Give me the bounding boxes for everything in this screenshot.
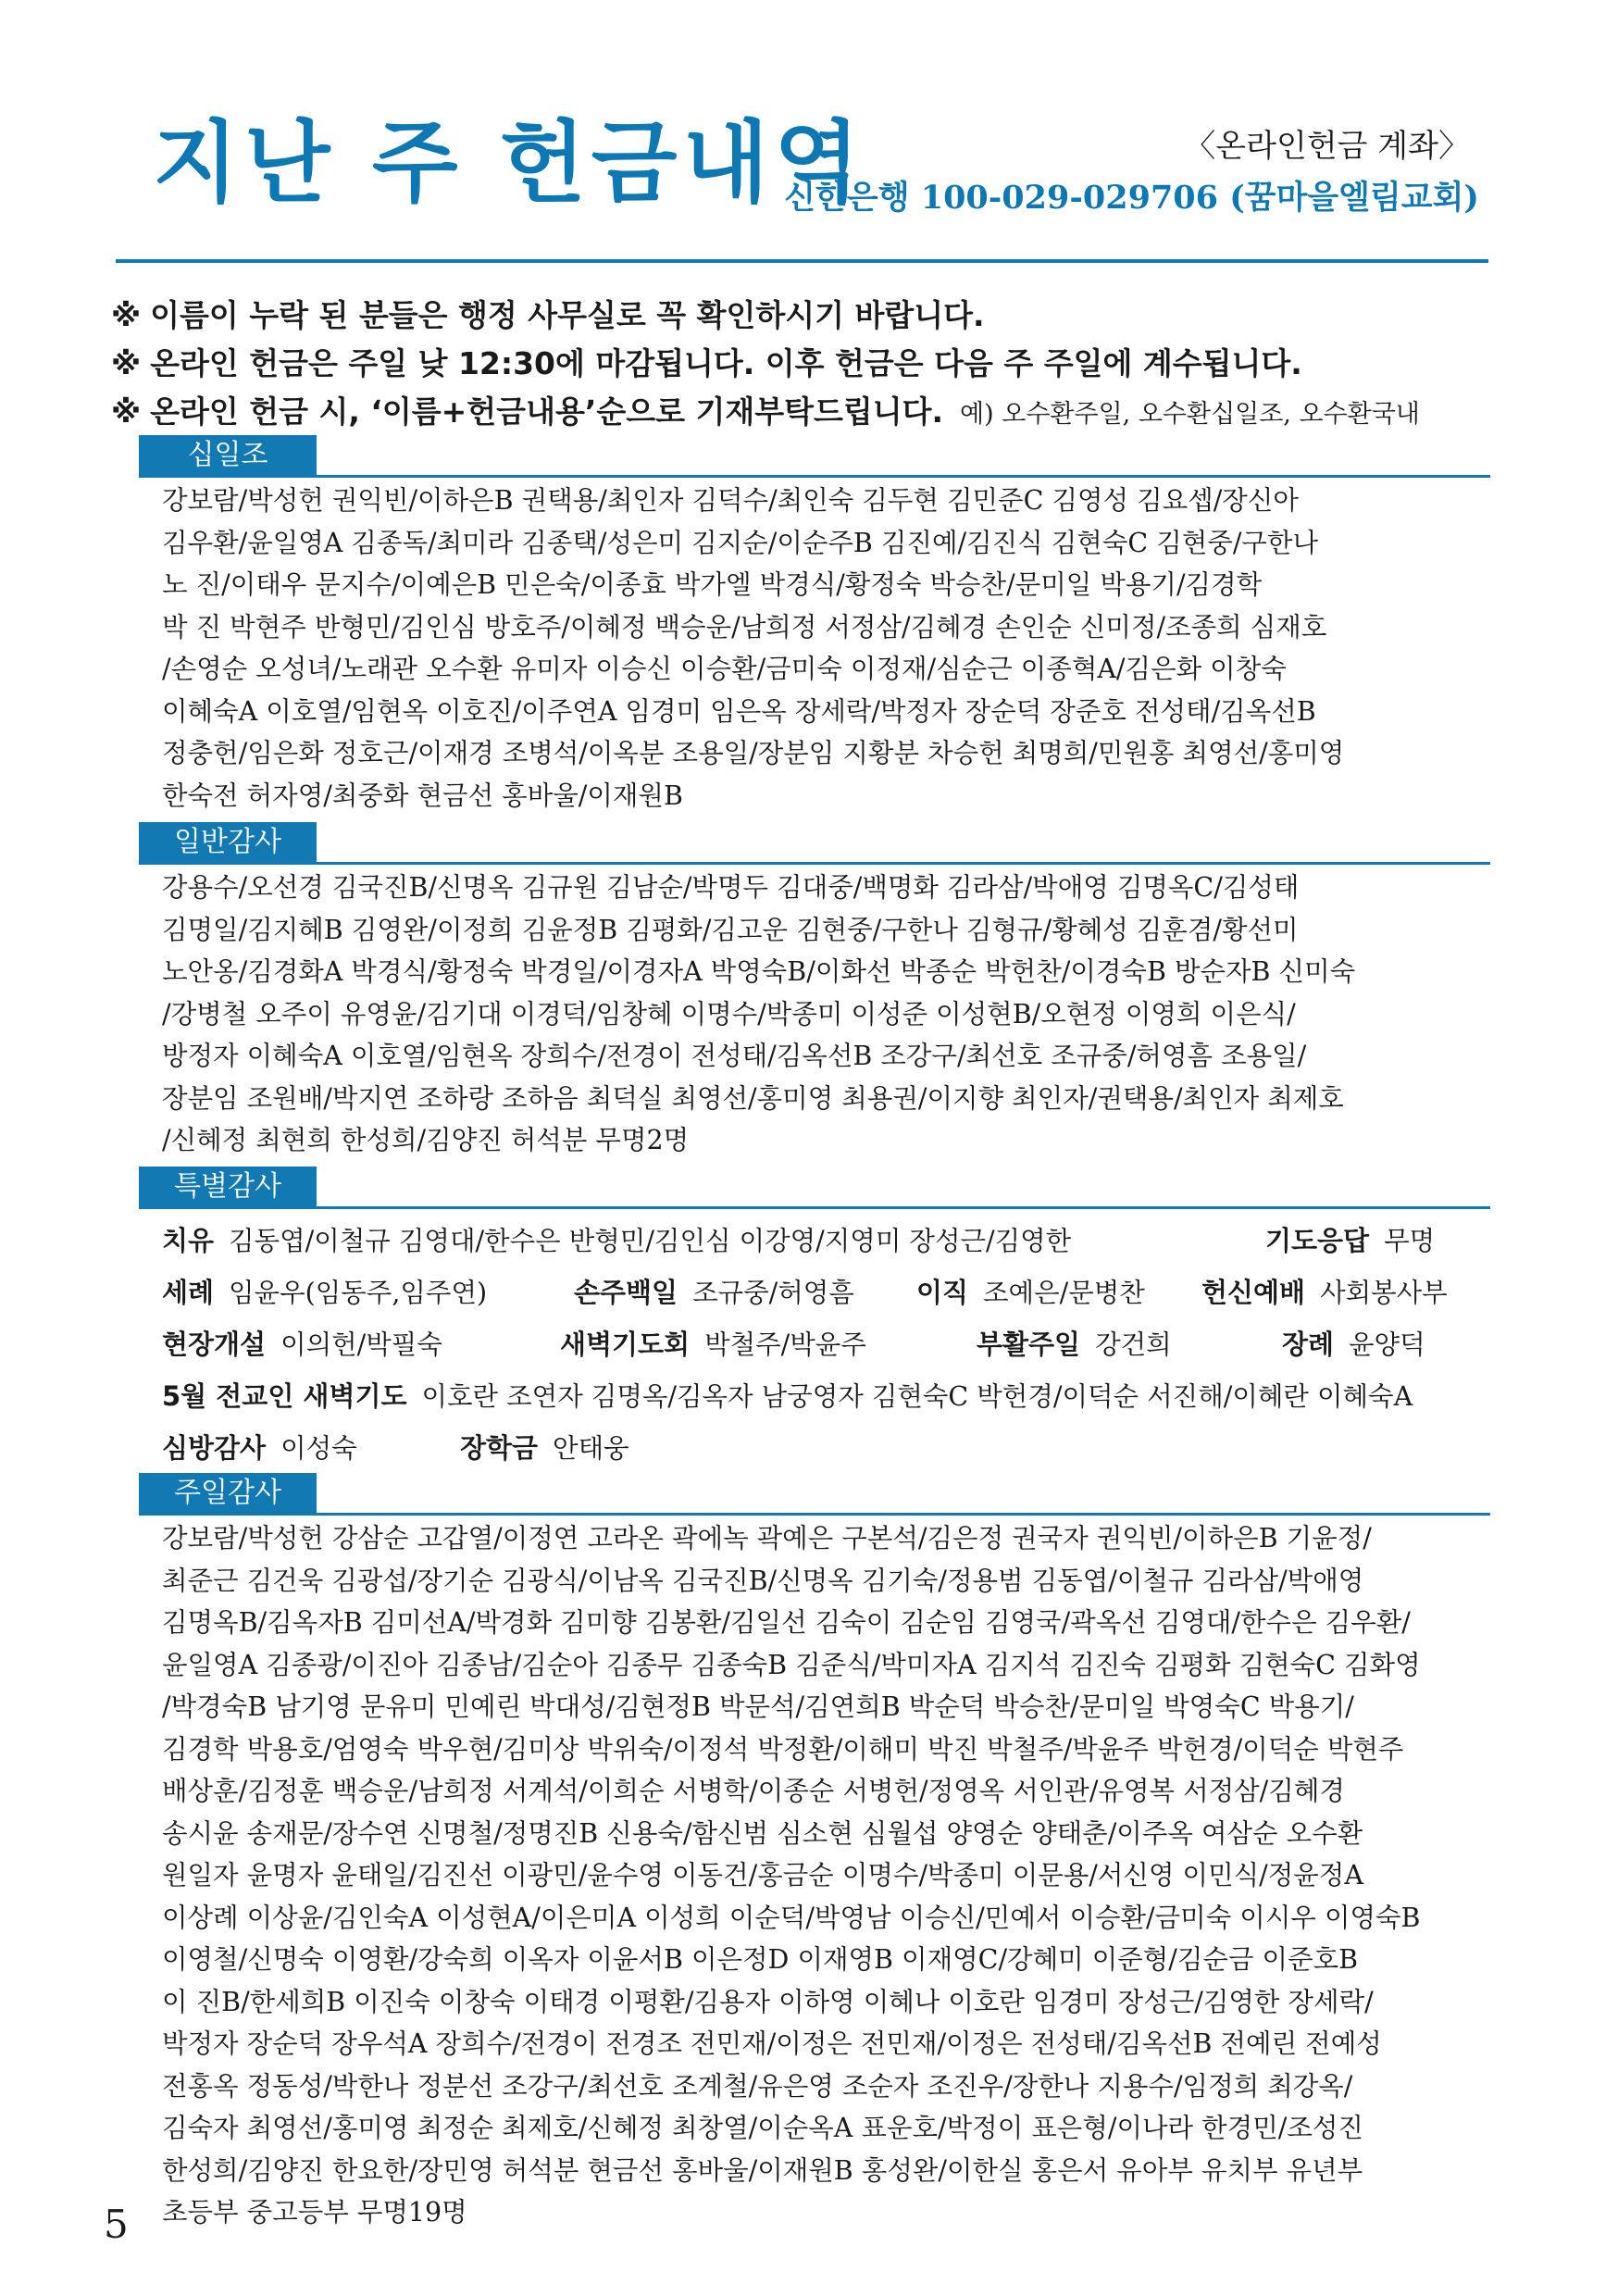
notice-text: 온라인 헌금은 주일 낮 12:30에 마감됩니다. 이후 헌금은 다음 주 주일에 계수됩니다. <box>150 345 1302 381</box>
section-tab-general-thanks: 일반감사 <box>139 822 317 863</box>
special-thanks-table <box>139 1209 1490 1472</box>
special-thanks-section <box>139 1167 1490 1472</box>
name-line: 송시윤 송재문/장수연 신명철/정명진B 신용숙/함신범 심소현 심월섭 양영순 양태춘/이주옥 여삼순 오수환 <box>162 1817 1363 1849</box>
reference-mark: ※ <box>111 393 142 430</box>
page-number: 5 <box>104 2202 129 2247</box>
special-item <box>1265 1220 1435 1258</box>
page-title: 지난 주 헌금내역 <box>153 111 865 215</box>
special-category: 헌신예배 <box>1201 1277 1306 1308</box>
section-tab-special-thanks: 특별감사 <box>139 1167 317 1207</box>
name-line: /박경숙B 남기영 문유미 민예린 박대성/김현정B 박문석/김연희B 박순덕 박승찬/문미일 박영숙C 박용기/ <box>162 1691 1354 1722</box>
special-category: 이직 <box>916 1277 969 1308</box>
notice-line <box>111 292 1490 340</box>
special-names: 조규중/허영흠 <box>692 1278 854 1308</box>
special-names: 임윤우(임동주,임주연) <box>229 1278 488 1308</box>
special-names: 이의헌/박필숙 <box>280 1329 442 1360</box>
notice-example: 예) 오수환주일, 오수환십일조, 오수환국내 <box>960 400 1420 429</box>
name-line: 강보람/박성헌 권익빈/이하은B 권택용/최인자 김덕수/최인숙 김두현 김민준C 김영성 김요셉/장신아 <box>162 485 1299 516</box>
special-names: 사회봉사부 <box>1320 1278 1448 1308</box>
special-row <box>162 1265 1490 1316</box>
section-tab-tithe: 십일조 <box>139 435 317 476</box>
name-line: 이영철/신명숙 이영환/강숙희 이옥자 이윤서B 이은정D 이재영B 이재영C/강혜미 이준형/김순금 이준호B <box>162 1944 1359 1975</box>
sunday-thanks-section <box>139 1473 1490 2234</box>
special-item <box>560 1324 866 1362</box>
special-item <box>1282 1324 1425 1362</box>
notice-text: 온라인 헌금 시, ‘이름+헌금내용’순으로 기재부탁드립니다. <box>150 393 944 430</box>
name-line: 김우환/윤일영A 김종독/최미라 김종택/성은미 김지순/이순주B 김진예/김진식 김현숙C 김현중/구한나 <box>162 527 1319 558</box>
special-names: 강건희 <box>1095 1329 1172 1360</box>
name-line: /손영순 오성녀/노래관 오수환 유미자 이승신 이승환/금미숙 이정재/심순근 이종혁A/김은화 이창숙 <box>162 654 1287 684</box>
special-names: 이호란 조연자 김명옥/김옥자 남궁영자 김현숙C 박헌경/이덕순 서진해/이혜란 이혜숙A <box>421 1381 1413 1412</box>
reference-mark: ※ <box>111 297 142 333</box>
section-rule <box>139 475 1490 478</box>
name-line: 최준근 김건욱 김광섭/장기순 김광식/이남옥 김국진B/신명옥 김기숙/정용범 김동엽/이철규 김라삼/박애영 <box>162 1565 1364 1596</box>
section-rule <box>139 1513 1490 1516</box>
notices <box>111 292 1490 439</box>
special-category: 세례 <box>162 1277 215 1308</box>
special-category: 장학금 <box>460 1432 539 1464</box>
name-line: 강보람/박성헌 강삼순 고갑열/이정연 고라온 곽에녹 곽예은 구본석/김은정 권국자 권익빈/이하은B 기윤정/ <box>162 1523 1372 1554</box>
special-row <box>162 1420 1490 1472</box>
tithe-names <box>139 478 1490 817</box>
name-line: 한성희/김양진 한요한/장민영 허석분 현금선 홍바울/이재원B 홍성완/이한실 홍은서 유아부 유치부 유년부 <box>162 2154 1363 2186</box>
name-line: 초등부 중고등부 무명19명 <box>162 2197 467 2227</box>
name-line: 박 진 박현주 반형민/김인심 방호주/이혜정 백승운/남희정 서정삼/김혜경 손인순 신미정/조종희 심재호 <box>162 611 1327 643</box>
name-line: 김경학 박용호/엄영숙 박우현/김미상 박위숙/이정석 박정환/이해미 박진 박철주/박윤주 박헌경/이덕순 박현주 <box>162 1733 1404 1765</box>
name-line: 전홍옥 정동성/박한나 정분선 조강구/최선호 조계철/유은영 조순자 조진우/장한나 지용수/임정희 최강옥/ <box>162 2070 1353 2102</box>
notice-text: 이름이 누락 된 분들은 행정 사무실로 꼭 확인하시기 바랍니다. <box>150 297 985 333</box>
special-item <box>162 1324 442 1362</box>
special-category: 부활주일 <box>977 1329 1081 1360</box>
name-line: 이혜숙A 이호열/임현옥 이호진/이주연A 임경미 임은옥 장세락/박정자 장순덕 장준호 전성태/김옥선B <box>162 695 1316 727</box>
name-line: 방정자 이혜숙A 이호열/임현옥 장희수/전경이 전성태/김옥선B 조강구/최선호 조규중/허영흠 조용일/ <box>162 1041 1307 1071</box>
special-item <box>460 1428 629 1466</box>
header-divider <box>116 259 1488 263</box>
notice-line <box>111 388 1490 439</box>
section-header <box>139 822 1490 865</box>
special-item <box>162 1376 1413 1414</box>
special-category: 치유 <box>162 1225 215 1256</box>
section-header <box>139 1473 1490 1516</box>
section-header <box>139 1167 1490 1209</box>
name-line: 김명일/김지혜B 김영완/이정희 김윤정B 김평화/김고운 김현중/구한나 김형규/황혜성 김훈겸/황선미 <box>162 914 1299 945</box>
special-names: 박철주/박윤주 <box>704 1329 866 1360</box>
special-names: 김동엽/이철규 김영대/한수은 반형민/김인심 이강영/지영미 장성근/김영한 <box>229 1226 1072 1256</box>
special-category: 현장개설 <box>162 1329 267 1360</box>
special-names: 무명 <box>1384 1226 1436 1256</box>
general-thanks-names <box>139 865 1490 1162</box>
section-rule <box>139 862 1490 865</box>
special-names: 윤양덕 <box>1349 1329 1425 1360</box>
name-line: 노 진/이태우 문지수/이예은B 민은숙/이종효 박가엘 박경식/황정숙 박승찬/문미일 박용기/김경학 <box>162 569 1263 600</box>
special-row <box>162 1316 1490 1368</box>
name-line: 김명옥B/김옥자B 김미선A/박경화 김미향 김봉환/김일선 김숙이 김순임 김영국/곽옥선 김영대/한수은 김우환/ <box>162 1607 1411 1638</box>
special-category: 기도응답 <box>1265 1225 1370 1256</box>
name-line: 장분임 조원배/박지연 조하랑 조하음 최덕실 최영선/홍미영 최용권/이지향 최인자/권택용/최인자 최제호 <box>162 1082 1344 1114</box>
section-tab-sunday-thanks: 주일감사 <box>139 1473 317 1514</box>
name-line: 김숙자 최영선/홍미영 최정순 최제호/신혜정 최창열/이순옥A 표운호/박정이 표은형/이나라 한경민/조성진 <box>162 2113 1363 2143</box>
special-row <box>162 1368 1490 1420</box>
name-line: /강병철 오주이 유영윤/김기대 이경덕/임창혜 이명수/박종미 이성준 이성현B/오현정 이영희 이은식/ <box>162 998 1296 1029</box>
name-line: 윤일영A 김종광/이진아 김종남/김순아 김종무 김종숙B 김준식/박미자A 김지석 김진숙 김평화 김현숙C 김화영 <box>162 1649 1421 1680</box>
special-names: 안태웅 <box>553 1433 629 1464</box>
special-category: 5월 전교인 새벽기도 <box>162 1380 407 1412</box>
name-line: 배상훈/김정훈 백승운/남희정 서계석/이희순 서병학/이종순 서병헌/정영옥 서인관/유영복 서정삼/김혜경 <box>162 1776 1345 1806</box>
tithe-section <box>139 435 1490 817</box>
general-thanks-section <box>139 822 1490 1162</box>
special-category: 심방감사 <box>162 1432 267 1464</box>
name-line: 원일자 윤명자 윤태일/김진선 이광민/윤수영 이동건/홍금순 이명수/박종미 이문용/서신영 이민식/정윤정A <box>162 1860 1363 1890</box>
reference-mark: ※ <box>111 345 142 381</box>
special-item <box>574 1272 854 1310</box>
sunday-thanks-names <box>139 1516 1490 2234</box>
special-category: 장례 <box>1282 1329 1335 1360</box>
special-names: 이성숙 <box>280 1433 357 1464</box>
name-line: 정충헌/임은화 정호근/이재경 조병석/이옥분 조용일/장분임 지황분 차승헌 최명희/민원홍 최영선/홍미영 <box>162 738 1345 768</box>
name-line: /신혜정 최현희 한성희/김양진 허석분 무명2명 <box>162 1125 690 1155</box>
special-category: 새벽기도회 <box>560 1329 691 1360</box>
name-line: 박정자 장순덕 장우석A 장희수/전경이 전경조 전민재/이정은 전민재/이정은 전성태/김옥선B 전예린 전예성 <box>162 2028 1382 2059</box>
special-item <box>162 1272 487 1310</box>
special-item <box>916 1272 1145 1310</box>
section-rule <box>139 1206 1490 1209</box>
special-item <box>162 1220 1071 1258</box>
section-header <box>139 435 1490 478</box>
name-line: 한숙전 허자영/최중화 현금선 홍바울/이재원B <box>162 780 683 811</box>
name-line: 이상례 이상윤/김인숙A 이성현A/이은미A 이성희 이순덕/박영남 이승신/민예서 이승환/금미숙 이시우 이영숙B <box>162 1902 1421 1933</box>
special-item <box>977 1324 1172 1362</box>
special-names: 조예은/문병찬 <box>983 1278 1145 1308</box>
account-number: 신한은행 100-029-029706 (꿈마을엘림교회) <box>784 179 1479 217</box>
special-item <box>1201 1272 1448 1310</box>
special-item <box>162 1428 357 1466</box>
name-line: 이 진B/한세희B 이진숙 이창숙 이태경 이평환/김용자 이하영 이혜나 이호란 임경미 장성근/김영한 장세락/ <box>162 1986 1374 2017</box>
name-line: 강용수/오선경 김국진B/신명옥 김규원 김남순/박명두 김대중/백명화 김라삼/박애영 김명옥C/김성태 <box>162 872 1300 903</box>
notice-line <box>111 340 1490 388</box>
account-label: 〈온라인헌금 계좌〉 <box>1184 128 1470 165</box>
special-row <box>162 1213 1490 1265</box>
special-category: 손주백일 <box>574 1277 678 1308</box>
name-line: 노안옹/김경화A 박경식/황정숙 박경일/이경자A 박영숙B/이화선 박종순 박헌찬/이경숙B 방순자B 신미숙 <box>162 956 1356 987</box>
